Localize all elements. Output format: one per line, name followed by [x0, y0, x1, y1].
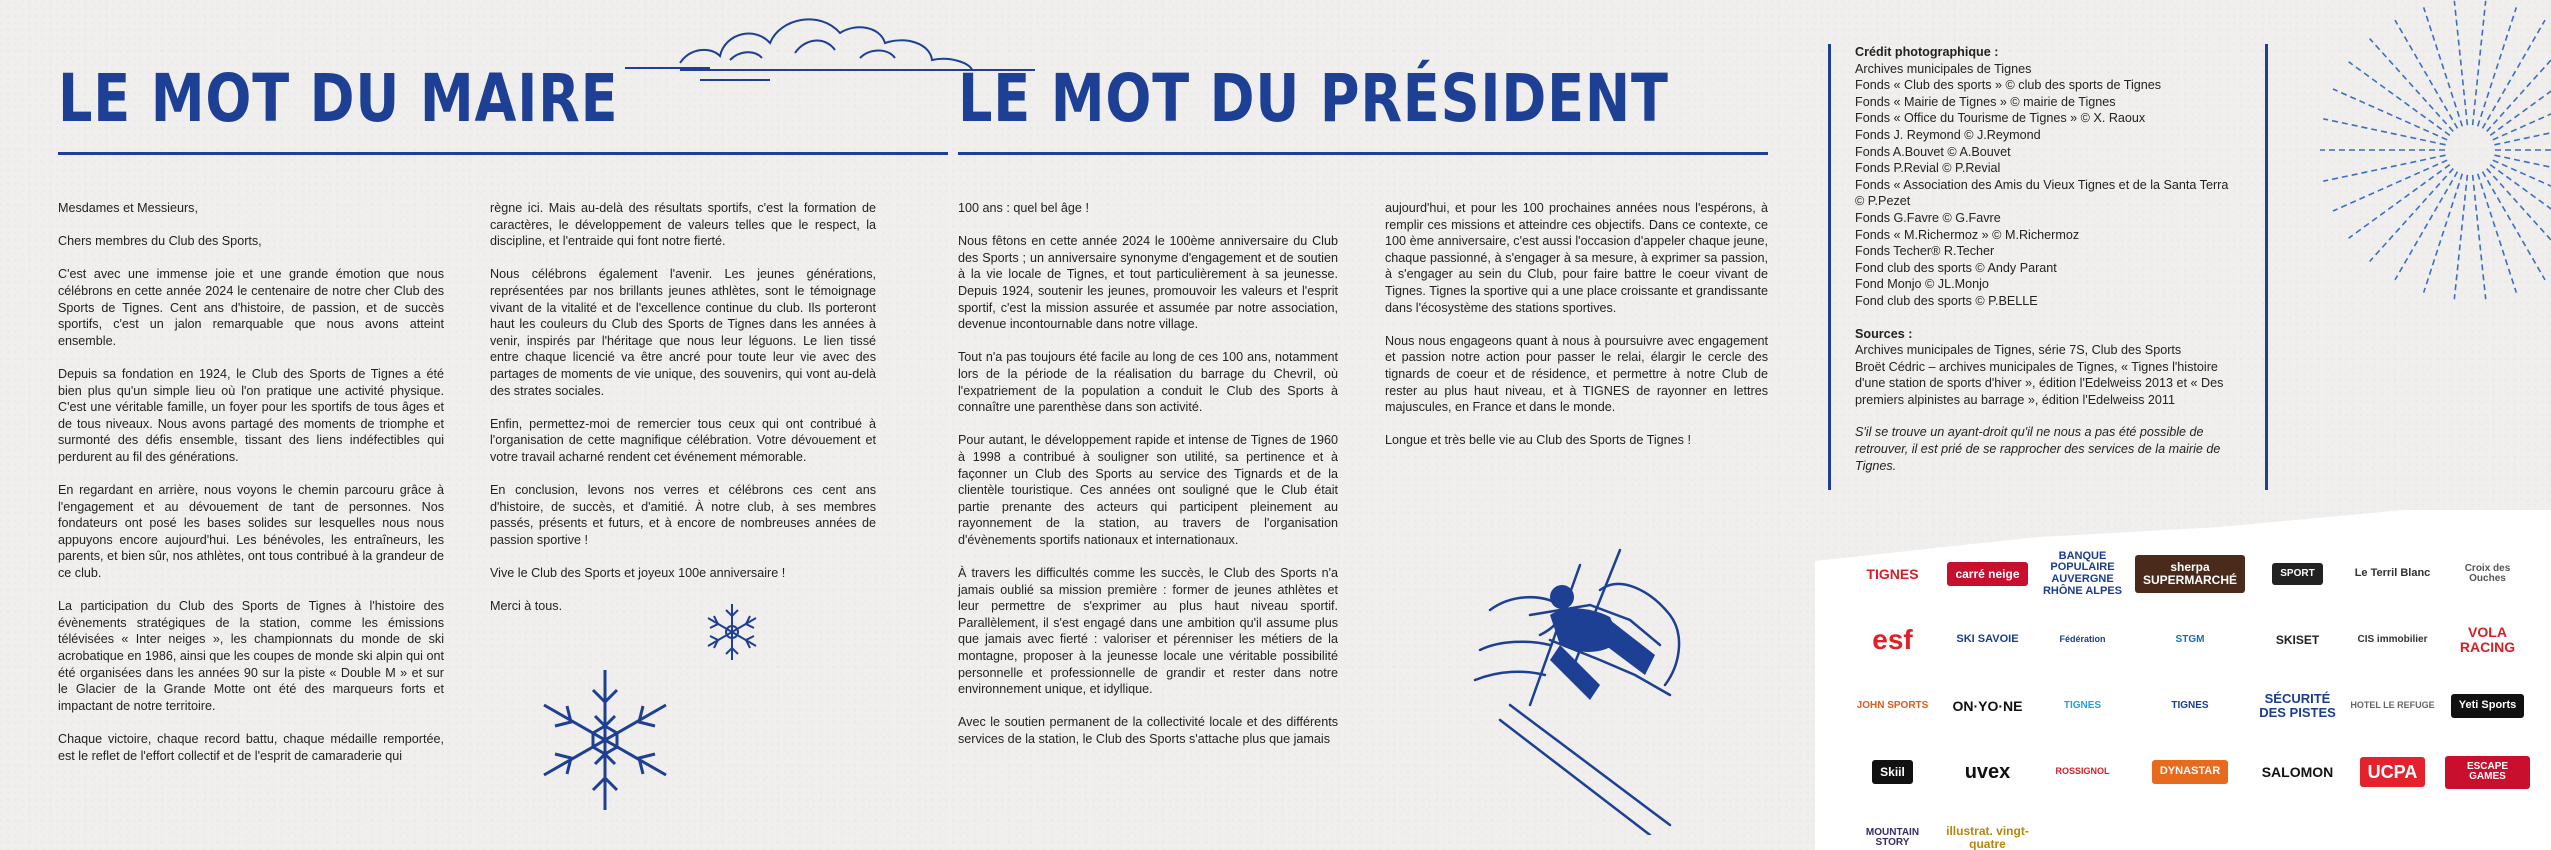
sponsor-logo: BANQUE POPULAIRE AUVERGNE RHÔNE ALPES — [2042, 549, 2122, 597]
paragraph: Nous célébrons également l'avenir. Les jeunes générations, représentées par nos brillants jeunes athlètes, sont le témoignage vivant de la vitalité et de l'excellence continue du club. Ils porteront haut les couleurs du Club des Sports de Tignes dans les années à venir, inspirés par l'héritage que nous leur léguons. Le lien tissé entre chaque licencié va être ancré pour toute leur vie avec des partages de moments de vie unique, des souvenirs, qui vont au-delà des strates sociales. — [490, 267, 876, 398]
credit-line: Fond club des sports © Andy Parant — [1855, 260, 2057, 275]
sponsor-logo: TIGNES — [2063, 699, 2102, 711]
credit-line: Fonds « Club des sports » © club des sports de Tignes — [1855, 78, 2162, 93]
paragraph: Nous fêtons en cette année 2024 le 100ème anniversaire du Club des Sports ; un anniversaire synonyme d'engagement et de soutien à la vie locale de Tignes, et tout particulièrement à sa jeunesse. Depuis 1924, soutenir les jeunes, promouvoir les valeurs et l'esprit sportif, c'est la mission assurée et assumée par notre association, devenue incontournable dans notre village. — [958, 234, 1338, 332]
credit-line: Fond club des sports © P.BELLE — [1855, 293, 2038, 308]
paragraph: Enfin, permettez-moi de remercier tous ceux qui ont contribué à l'organisation de cette magnifique célébration. Votre dévouement et votre travail acharné rendent cet événement mémorable. — [490, 416, 876, 464]
sponsor-logo: HOTEL LE REFUGE — [2350, 700, 2435, 711]
source-line: Archives municipales de Tignes, série 7S, Club des Sports — [1855, 343, 2182, 358]
sponsor-logo: UCPA — [2360, 757, 2426, 788]
paragraph: Vive le Club des Sports et joyeux 100e anniversaire ! — [490, 566, 786, 581]
sun-ray — [2395, 172, 2458, 280]
sun-ray — [2333, 89, 2447, 140]
credit-line: Fonds G.Favre © G.Favre — [1855, 210, 2001, 225]
sponsor-logo: Le Terril Blanc — [2354, 567, 2431, 580]
president-column-2 — [1385, 200, 1768, 466]
sponsor-logo: JOHN SPORTS — [1856, 699, 1929, 711]
sponsor-logo: SALOMON — [2261, 763, 2334, 780]
sponsor-logo: Skiil — [1872, 760, 1913, 785]
paragraph: C'est avec une immense joie et une grande émotion que nous célébrons en cette année 2024 le centenaire de notre cher Club des Sports de Tignes. Cent ans d'histoire, de passion, et de succès sportifs, c'est un jalon remarquable que nous avons atteint ensemble. — [58, 267, 444, 348]
sources-title: Sources : — [1855, 326, 1913, 341]
sponsor-logo: Fédération — [2059, 634, 2106, 645]
rights-note: S'il se trouve un ayant-droit qu'il ne nous a pas été possible de retrouver, il est prié de se rapprocher des services de la mairie de Tignes. — [1855, 425, 2221, 473]
sponsor-logo: ESCAPE GAMES — [2445, 756, 2530, 789]
heading-president: LE MOT DU PRÉSIDENT — [958, 60, 1669, 137]
sun-ray — [2494, 119, 2551, 145]
snowflake-large-icon — [530, 665, 680, 815]
sponsor-logo: carré neige — [1947, 562, 2027, 587]
sponsor-logo: SKI SAVOIE — [1956, 633, 2019, 646]
paragraph: Nous nous engageons quant à nous à poursuivre avec engagement et passion notre action pour passer le relai, élargir le cercle des tignards de coeur et de résidence, et permettre à notre Club de rester au plus haut niveau, et à TIGNES de rayonner en lettres majuscules, en France et dans le monde. — [1385, 333, 1768, 415]
sponsor-logo: DYNASTAR — [2152, 760, 2228, 784]
maire-column-2 — [490, 200, 876, 631]
paragraph: Pour autant, le développement rapide et intense de Tignes de 1960 à 1998 a contribué à souligner son utilité, sa pertinence et à façonner un Club des Sports au service des Tignards et de la clientèle touristique. Ces années ont souligné que le Club était partie prenante des acteurs qui participent pleinement au rayonnement de la station, au travers de l'organisation d'évènements sportifs nationaux et internationaux. — [958, 433, 1338, 547]
paragraph: En regardant en arrière, nous voyons le chemin parcouru grâce à l'engagement et au dévouement de tant de personnes. Nos fondateurs ont posé les bases solides sur lesquelles nous nous appuyons encore aujourd'hui. Les bénévoles, les entraîneurs, les parents, et bien sûr, nos athlètes, ont tous contribué à la grandeur de ce club. — [58, 483, 444, 581]
paragraph: Merci à tous. — [490, 599, 563, 614]
credit-line: Fonds « M.Richermoz » © M.Richermoz — [1855, 227, 2080, 242]
paragraph: Depuis sa fondation en 1924, le Club des Sports de Tignes a été bien plus qu'un simple lieu où l'on pratique une activité physique. C'est une véritable famille, un foyer pour les sportifs de tous âges et de tous niveaux. Nous avons partagé des moments de triomphe et surmonté des défis ensemble, tissant des liens indéfectibles qui perdurent au fil des générations. — [58, 366, 444, 464]
credit-line: Fonds P.Revial © P.Revial — [1855, 161, 2001, 176]
sponsor-logo: STGM — [2175, 633, 2205, 645]
sponsor-logo: sherpa SUPERMARCHÉ — [2135, 555, 2245, 592]
sponsor-logo: Yeti Sports — [2451, 694, 2524, 718]
sponsor-logo: SPORT — [2272, 563, 2322, 586]
snowflake-small-icon — [700, 600, 764, 664]
sponsor-logo: uvex — [1964, 760, 2011, 783]
sponsor-logo: VOLA RACING — [2459, 624, 2516, 655]
sponsor-logo: SÉCURITÉ DES PISTES — [2259, 691, 2336, 720]
paragraph: Chaque victoire, chaque record battu, chaque médaille remportée, est le reflet de l'effort collectif et de l'esprit de camaraderie qui — [58, 732, 444, 763]
credit-line: Archives municipales de Tignes — [1855, 61, 2032, 76]
sponsor-logos — [1850, 545, 2530, 850]
credit-line: Fonds Techer® R.Techer — [1855, 244, 1995, 259]
sun-ray — [2370, 169, 2454, 262]
credit-line: Fonds « Mairie de Tignes » © mairie de Tignes — [1855, 94, 2116, 109]
sun-ray — [2483, 20, 2546, 128]
sun-ray — [2349, 62, 2450, 135]
sun-ray — [2494, 155, 2551, 181]
paragraph: En conclusion, levons nos verres et célébrons ces cent ans d'histoire, de succès, et d'amitié. À notre club, à ses membres passés, présents et futurs, et à encore de nombreuses années de passion sportive ! — [490, 483, 876, 547]
sun-ray — [2395, 20, 2458, 128]
paragraph: Chers membres du Club des Sports, — [58, 234, 262, 249]
credit-line: Fonds J. Reymond © J.Reymond — [1855, 127, 2041, 142]
sponsor-logo: ON·YO·NE — [1952, 697, 2023, 714]
sponsor-logo: TIGNES — [1866, 565, 1919, 582]
credit-line: Fond Monjo © JL.Monjo — [1855, 277, 1989, 292]
sponsor-logo: Croix des Ouches — [2464, 562, 2511, 584]
sponsor-logo: ROSSIGNOL — [2055, 766, 2110, 777]
paragraph: Mesdames et Messieurs, — [58, 201, 198, 215]
paragraph: aujourd'hui, et pour les 100 prochaines années nous l'espérons, à remplir ces missions et atteindre ces objectifs. Dans ce contexte, ce 100 ème anniversaire, c'est aussi l'occasion d'appeler chaque jeune, chaque passionné, à s'engager à sa mesure, à exprimer sa passion, à s'engager au sein du Club, pour faire battre le coeur vivant de Tignes. Tignes la sportive qui a une place croissante et grandissante dans l'écosystème des stations sportives. — [1385, 201, 1768, 315]
sunburst-illustration — [2300, 0, 2551, 420]
sponsor-logo: SKISET — [2275, 632, 2320, 647]
maire-column-1 — [58, 200, 444, 781]
source-line: Broët Cédric – archives municipales de Tignes, « Tignes l'histoire d'une station de sports d'hiver », édition l'Edelweiss 2013 et « Des premiers alpinistes au barrage », édition l'Edelweiss 2011 — [1855, 359, 2224, 407]
credits-left-rule — [1828, 44, 1831, 490]
credit-line: Fonds « Association des Amis du Vieux Tignes et de la Santa Terra © P.Pezet — [1855, 177, 2229, 209]
sponsor-logo: esf — [1872, 624, 1913, 656]
paragraph: Avec le soutien permanent de la collectivité locale et des différents services de la station, le Club des Sports s'attache plus que jamais — [958, 715, 1338, 746]
credit-line: Fonds A.Bouvet © A.Bouvet — [1855, 144, 2011, 159]
credits-title: Crédit photographique : — [1855, 45, 1999, 59]
sun-ray — [2333, 160, 2447, 211]
president-column-1 — [958, 200, 1338, 764]
rule-maire — [58, 152, 948, 155]
sun-ray — [2349, 165, 2450, 238]
sponsor-logo: CIS immobilier — [2357, 633, 2428, 645]
paragraph: Tout n'a pas toujours été facile au long de ces 100 ans, notamment lors de la période de la réalisation du barrage du Chevril, où l'expatriement de la population a conduit le Club des Sports à connaître une parenthèse dans son activité. — [958, 350, 1338, 415]
credit-line: Fonds « Office du Tourisme de Tignes » © X. Raoux — [1855, 111, 2146, 126]
paragraph: Longue et très belle vie au Club des Sports de Tignes ! — [1385, 433, 1691, 448]
paragraph: La participation du Club des Sports de Tignes à l'histoire des évènements stratégiques de la station, comme les émissions télévisées « Inter neiges », les championnats du monde de ski acrobatique en 1986, ainsi que les coupes de monde ski alpin qui ont été organisées dans les années 90 sur la piste « Double M » et sur le Glacier de la Grande Motte ont été des marqueurs forts et impactant de notre territoire. — [58, 599, 444, 713]
credits-right-rule — [2265, 44, 2268, 490]
paragraph: règne ici. Mais au-delà des résultats sportifs, c'est la formation de caractères, le développement de valeurs telles que le respect, la discipline, et l'entraide qui font notre fierté. — [490, 201, 876, 249]
credits-block — [1855, 44, 2235, 474]
skier-illustration — [1470, 545, 1770, 835]
heading-maire: LE MOT DU MAIRE — [58, 60, 619, 137]
sun-ray — [2483, 172, 2546, 280]
rule-president — [958, 152, 1768, 155]
sun-ray — [2370, 39, 2454, 132]
sponsor-logo: TIGNES — [2171, 699, 2209, 711]
sponsor-logo: illustrat. vingt-quatre — [1946, 824, 2029, 850]
paragraph: 100 ans : quel bel âge ! — [958, 201, 1089, 215]
sponsor-logo: MOUNTAIN STORY — [1865, 826, 1920, 848]
paragraph: À travers les difficultés comme les succès, le Club des Sports n'a jamais oublié sa mission première : former de jeunes athlètes et leur permettre de s'exprimer au plus haut niveau sportif. Parallèlement, il s'est engagé dans une ambition qu'il assume plus que jamais avec fierté : valoriser et pérenniser les métiers de la montagne, proposer à la jeunesse locale une véritable possibilité personnelle et professionnelle de grandir et rester dans notre environnement unique, et idyllique. — [958, 566, 1338, 697]
